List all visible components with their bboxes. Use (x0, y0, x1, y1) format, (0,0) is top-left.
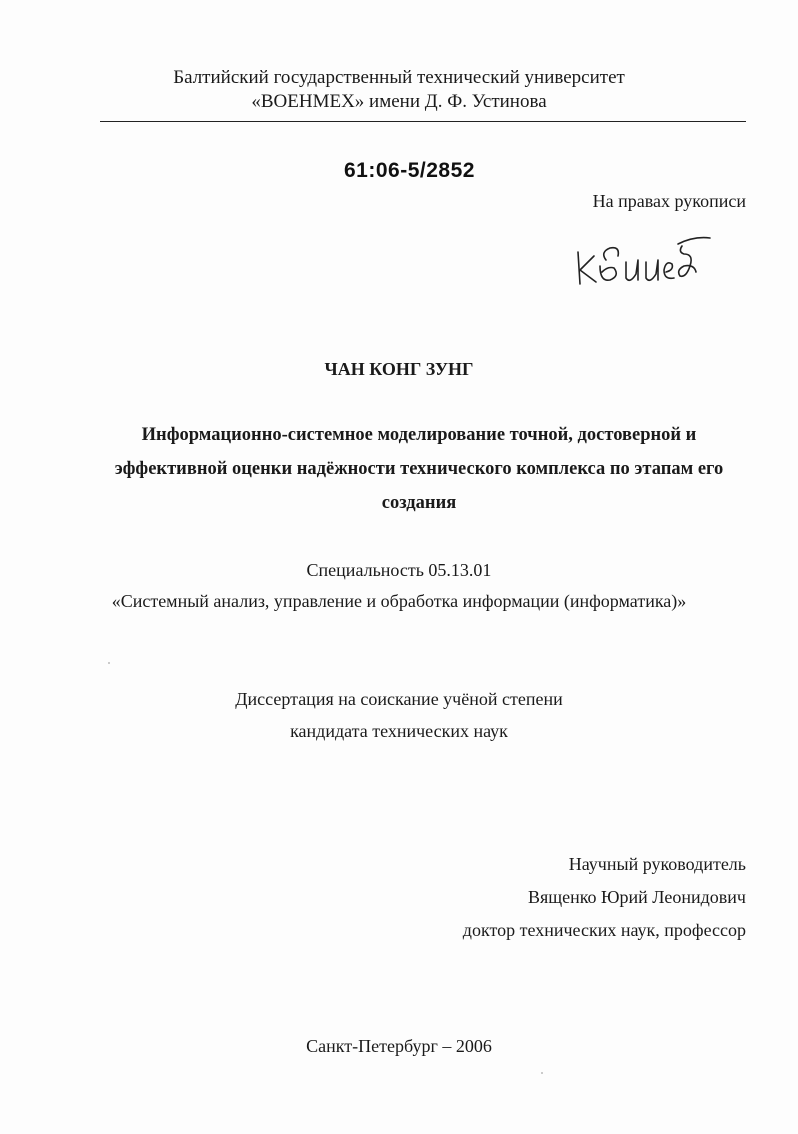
university-name: Балтийский государственный технический университет (173, 67, 625, 88)
author-name: ЧАН КОНГ ЗУНГ (324, 359, 474, 379)
university-subtitle: «ВОЕНМЕХ» имени Д. Ф. Устинова (251, 91, 547, 112)
dissertation-title (60, 418, 778, 520)
supervisor-role: Научный руководитель (568, 854, 746, 874)
header-divider (100, 121, 746, 122)
rights-note: На правах рукописи (592, 191, 746, 211)
degree-block (0, 683, 798, 747)
degree-line: Диссертация на соискание учёной степени (235, 689, 563, 709)
scan-speck (108, 662, 110, 664)
degree-line: кандидата технических наук (290, 721, 508, 741)
title-line: Информационно-системное моделирование точной, достоверной и (141, 425, 697, 445)
specialty-name: «Системный анализ, управление и обработка информации (информатика)» (111, 591, 687, 611)
specialty-code: Специальность 05.13.01 (306, 560, 492, 580)
scan-speck (541, 1072, 543, 1074)
handwritten-signature (570, 226, 720, 296)
title-line: создания (381, 493, 457, 513)
supervisor-block (463, 848, 746, 947)
catalog-number: 61:06-5/2852 (344, 159, 475, 182)
supervisor-credentials: доктор технических наук, профессор (462, 920, 746, 940)
specialty-block (0, 555, 798, 617)
supervisor-name: Вященко Юрий Леонидович (527, 887, 746, 907)
place-year: Санкт-Петербург – 2006 (306, 1036, 492, 1056)
university-header (0, 66, 798, 114)
title-line: эффективной оценки надёжности технического комплекса по этапам его (114, 459, 724, 479)
